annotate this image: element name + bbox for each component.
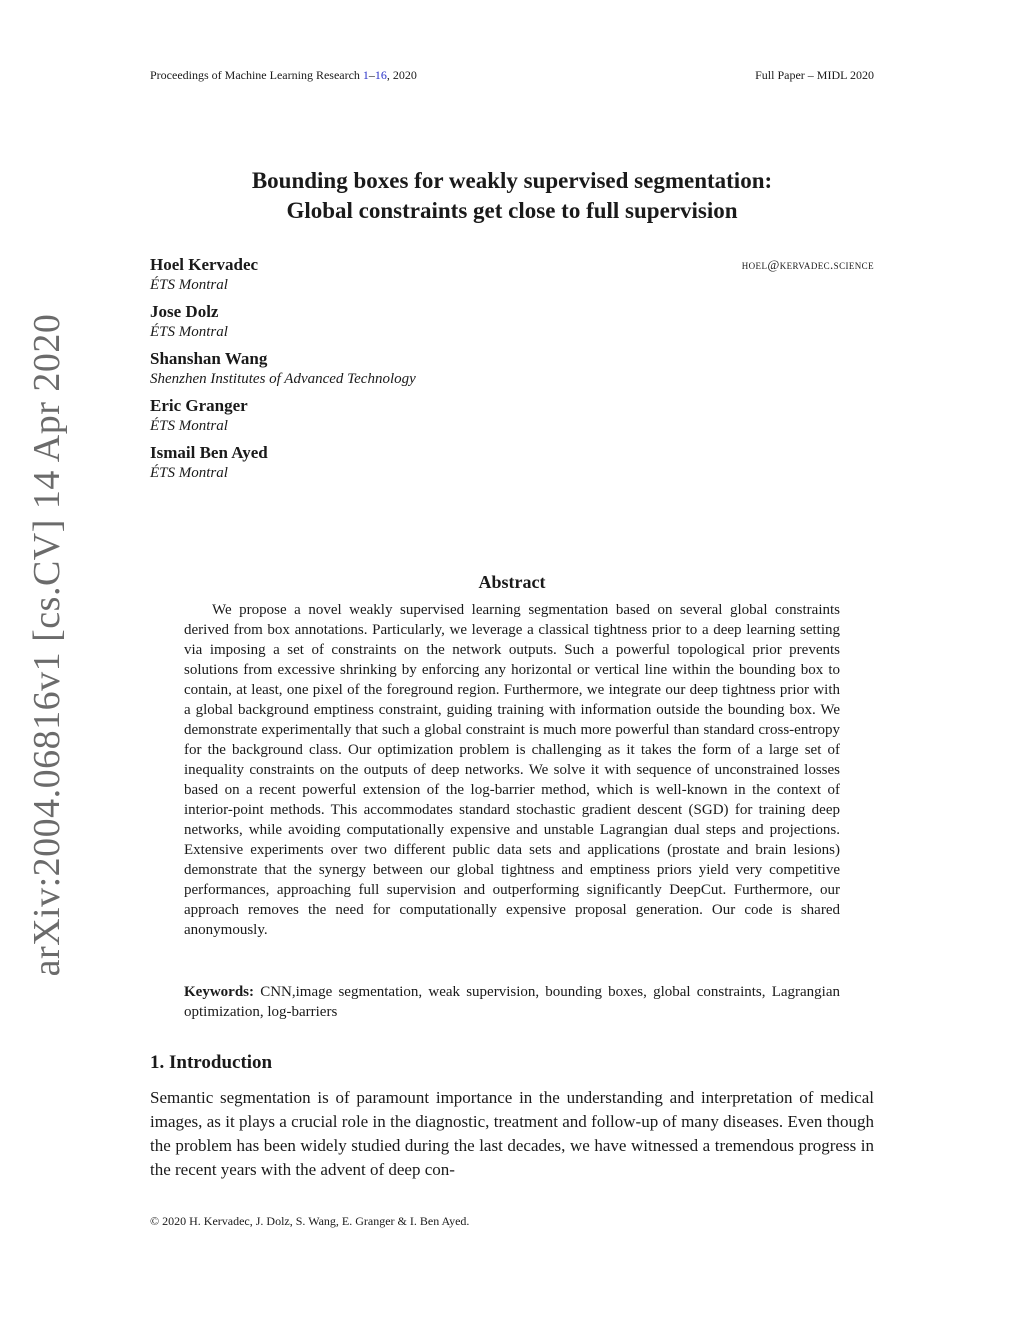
title-line-1: Bounding boxes for weakly supervised segmentation: bbox=[251, 168, 773, 193]
arxiv-id: arXiv:2004.06816v1 [cs.CV] 14 Apr 2020 bbox=[26, 313, 68, 977]
page-link-end[interactable]: 16 bbox=[374, 68, 387, 82]
proceedings-line: Proceedings of Machine Learning Research 1–16, 2020 bbox=[150, 68, 417, 82]
keywords-label: Keywords: bbox=[184, 984, 254, 1000]
author-block bbox=[150, 395, 874, 436]
author-affiliation: Shenzhen Institutes of Advanced Technology bbox=[150, 371, 416, 387]
author-block bbox=[150, 254, 874, 295]
conference-label: Full Paper – MIDL 2020 bbox=[755, 68, 874, 82]
abstract-text: We propose a novel weakly supervised learning segmentation based on several global constraints derived from box annotations. Particularly, we leverage a classical tightness prior to a deep learning setting via imposing a set of constraints on the network outputs. Such a powerful topological prior prevents solutions from excessive shrinking by enforcing any horizontal or vertical line within the bounding box to contain, at least, one pixel of the foreground region. Furthermore, we integrate our deep tightness prior with a global background emptiness constraint, guiding training with information outside the bounding box. We demonstrate experimentally that such a global constraint is much more powerful than standard cross-entropy for the background class. Our optimization problem is challenging as it takes the form of a large set of inequality constraints on the outputs of deep networks. We solve it with sequence of unconstrained losses based on a recent powerful extension of the log-barrier method, which is well-known in the context of interior-point methods. This accommodates standard stochastic gradient descent (SGD) for training deep networks, while avoiding computationally expensive and unstable Lagrangian dual steps and projections. Extensive experiments over two different public data sets and applications (prostate and brain lesions) demonstrate that the synergy between our global tightness and emptiness priors yield very competitive performances, approaching full supervision and outperforming significantly DeepCut. Furthermore, our approach removes the need for computationally expensive proposal generation. Our code is shared anonymously. bbox=[184, 602, 840, 938]
copyright-footer: © 2020 H. Kervadec, J. Dolz, S. Wang, E. Granger & I. Ben Ayed. bbox=[150, 1214, 470, 1228]
author-name: Ismail Ben Ayed bbox=[150, 443, 268, 462]
keywords bbox=[184, 982, 840, 1022]
author-block bbox=[150, 442, 874, 483]
paper-title bbox=[150, 166, 874, 226]
abstract-heading: Abstract bbox=[478, 572, 546, 592]
author-affiliation: ÉTS Montral bbox=[150, 277, 228, 293]
keywords-list: CNN,image segmentation, weak supervision, bounding boxes, global constraints, Lagrangian optimization, log-barriers bbox=[184, 984, 840, 1020]
section-heading-introduction: 1. Introduction bbox=[150, 1052, 273, 1073]
author-name: Eric Granger bbox=[150, 396, 248, 415]
author-affiliation: ÉTS Montral bbox=[150, 465, 228, 481]
author-list bbox=[150, 254, 874, 489]
author-affiliation: ÉTS Montral bbox=[150, 324, 228, 340]
author-name: Jose Dolz bbox=[150, 302, 219, 321]
author-affiliation: ÉTS Montral bbox=[150, 418, 228, 434]
page-link-start[interactable]: 1 bbox=[362, 68, 369, 82]
running-header bbox=[150, 68, 874, 84]
author-name: Shanshan Wang bbox=[150, 349, 268, 368]
author-name: Hoel Kervadec bbox=[150, 255, 259, 274]
author-block bbox=[150, 301, 874, 342]
author-block bbox=[150, 348, 874, 389]
introduction-text: Semantic segmentation is of paramount importance in the understanding and interpretation of medical images, as it plays a crucial role in the diagnostic, treatment and follow-up of many diseases. Even though the problem has been widely studied during the last decades, we have witnessed a tremendous progress in the recent years with the advent of deep con- bbox=[150, 1088, 874, 1179]
title-line-2: Global constraints get close to full supervision bbox=[286, 198, 738, 223]
author-email[interactable]: hoel@kervadec.science bbox=[741, 257, 874, 272]
